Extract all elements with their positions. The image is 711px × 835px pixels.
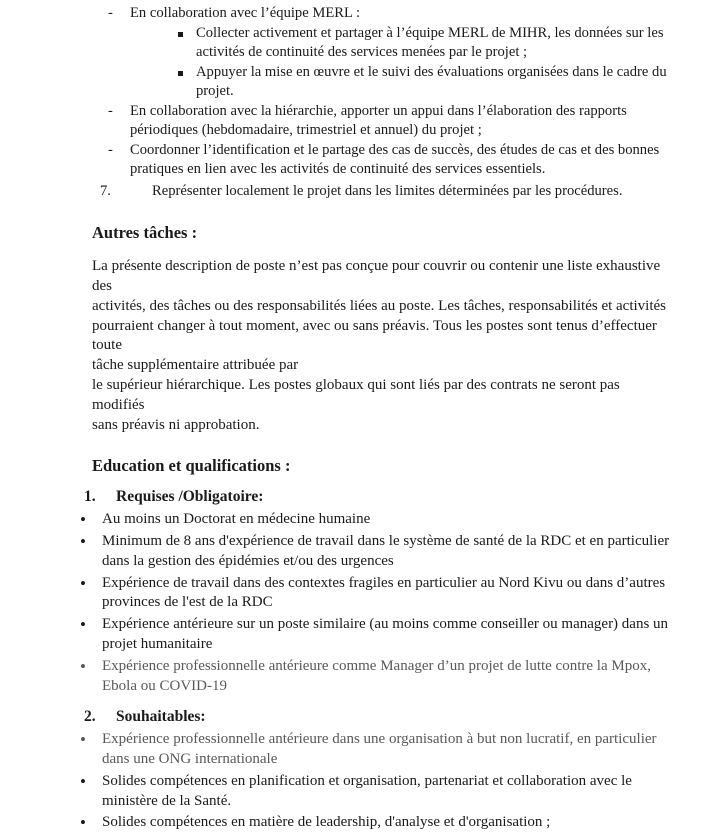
list-item (74, 510, 671, 530)
desirable-qualifications-list (74, 730, 671, 833)
list-item (102, 141, 671, 179)
responsibilities-dash-list (102, 4, 671, 179)
subsection-required-heading (84, 488, 671, 506)
section-heading-other-tasks: Autres tâches : (92, 222, 198, 242)
list-item (74, 532, 671, 572)
subsection-label: Requises /Obligatoire: (116, 488, 264, 506)
paragraph-line: sans préavis ni approbation. (92, 417, 260, 434)
subsection-label: Souhaitables: (116, 708, 206, 726)
list-item (74, 813, 671, 833)
list-item-text: Appuyer la mise en œuvre et le suivi des évaluations organisées dans le cadre du projet. (196, 63, 667, 99)
other-tasks-paragraph (92, 257, 671, 436)
list-item-text: Solides compétences en planification et organisation, partenariat et collaboration avec le ministère de la Santé. (102, 772, 632, 809)
paragraph-line: pourraient changer à tout moment, avec ou sans préavis. Tous les postes sont tenus d’effectuer toute (92, 317, 657, 354)
numbered-responsibility-7 (84, 182, 671, 201)
paragraph-line: le supérieur hiérarchique. Les postes globaux qui sont liés par des contrats ne seront pas modifiés (92, 377, 620, 414)
paragraph-line: tâche supplémentaire attribuée par (92, 357, 299, 374)
list-item (74, 657, 671, 697)
list-item-text: Expérience antérieure sur un poste similaire (au moins comme conseiller ou manager) dans un projet humanitaire (102, 616, 669, 652)
list-item-text: En collaboration avec la hiérarchie, apporter un appui dans l’élaboration des rapports périodiques (hebdomadaire, trimestriel et annuel) du projet ; (130, 102, 627, 138)
list-item-text: Minimum de 8 ans d'expérience de travail dans le système de santé de la RDC et en particulier dans la gestion des épidémies et/ou des urgences (102, 532, 670, 569)
list-item-text: Coordonner l’identification et le partage des cas de succès, des études de cas et des bonnes pratiques en lien avec les activités de continuité des services essentiels. (130, 141, 660, 177)
responsibilities-sub-list (174, 24, 671, 101)
list-item-text: Collecter activement et partager à l’équipe MERL de MIHR, les données sur les activités de continuité des services menées par le projet ; (196, 24, 664, 60)
list-item (102, 102, 671, 140)
section-heading-education: Education et qualifications : (92, 456, 291, 476)
item-text: Représenter localement le projet dans les limites déterminées par les procédures. (152, 182, 623, 199)
list-item (74, 772, 671, 812)
list-item (102, 4, 671, 101)
subsection-number: 1. (84, 488, 96, 506)
list-item-text: Au moins un Doctorat en médecine humaine (102, 511, 371, 528)
paragraph-line: La présente description de poste n’est pas conçue pour couvrir ou contenir une liste exhaustive des (92, 257, 661, 294)
list-item (74, 730, 671, 770)
list-item-text: En collaboration avec l’équipe MERL : (130, 5, 361, 21)
subsection-number: 2. (84, 708, 96, 726)
item-number: 7. (100, 182, 111, 199)
list-item-text: Expérience professionnelle antérieure comme Manager d’un projet de lutte contre la Mpox, Ebola ou COVID-19 (102, 657, 651, 694)
list-item (174, 24, 671, 62)
list-item (74, 574, 671, 614)
required-qualifications-list (74, 510, 671, 696)
list-item-text: Expérience de travail dans des contextes fragiles en particulier au Nord Kivu ou dans d’autres provinces de l'est de la RDC (102, 574, 666, 611)
list-item (74, 615, 671, 655)
list-item-text: Solides compétences en matière de leadership, d'analyse et d'organisation ; (102, 814, 551, 831)
paragraph-line: activités, des tâches ou des responsabilités liées au poste. Les tâches, responsabilités et activités (92, 297, 666, 314)
list-item (174, 63, 671, 101)
subsection-desirable-heading (84, 708, 671, 726)
list-item-text: Expérience professionnelle antérieure dans une organisation à but non lucratif, en particulier dans une ONG internationale (102, 731, 657, 768)
